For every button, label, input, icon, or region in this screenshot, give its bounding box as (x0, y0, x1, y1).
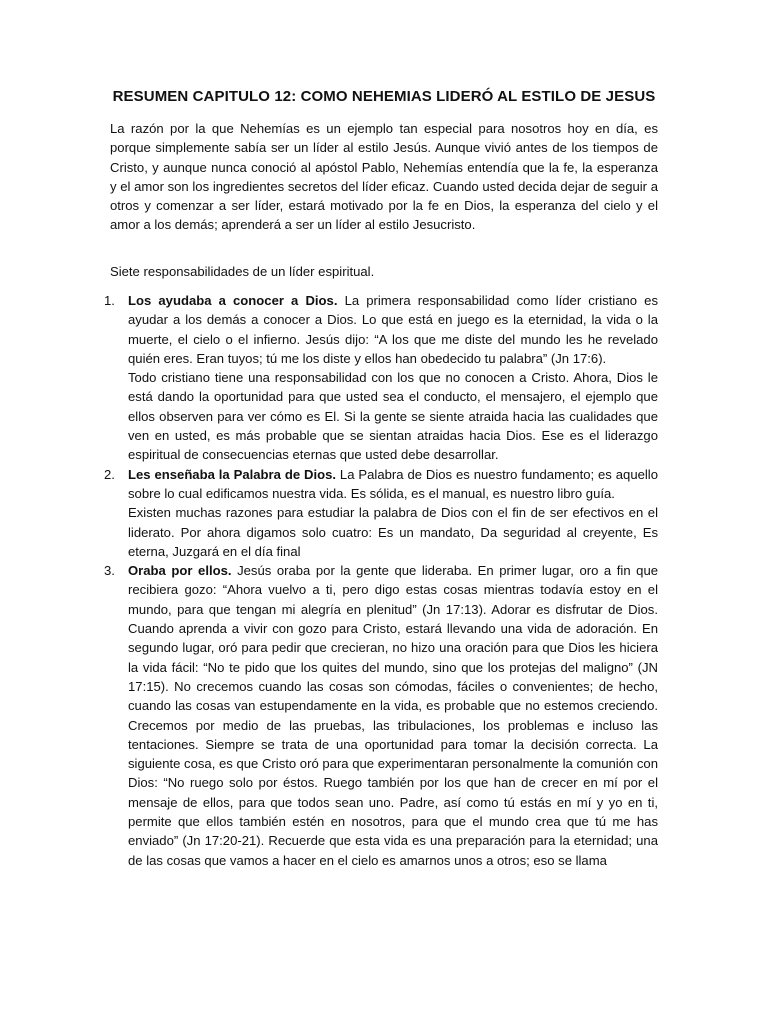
list-number: 1. (104, 293, 115, 308)
list-item-extra: Todo cristiano tiene una responsabilidad con los que no conocen a Cristo. Ahora, Dios le está dando la oportunidad para que usted sea el conducto, el mensajero, el ejemplo que ellos observen para ver cómo es El. Si la gente se siente atraida hacia las cualidades que ven en usted, es más probable que se sientan atraidas hacia Dios. Ese es el liderazgo espiritual de consecuencias eternas que usted debe desarrollar. (128, 370, 658, 463)
list-item-lead: Oraba por ellos. (128, 563, 232, 579)
list-item-paragraph (128, 561, 658, 870)
intro-paragraph: La razón por la que Nehemías es un ejemplo tan especial para nosotros hoy en día, es porque simplemente sabía ser un líder al estilo Jesús. Aunque vivió antes de los tiempos de Cristo, y aunque nunca conoció al apóstol Pablo, Nehemías entendía que la fe, la esperanza y el amor son los ingredientes secretos del líder eficaz. Cuando usted decida dejar de seguir a otros y comenzar a ser líder, estará motivado por la fe en Dios, la esperanza del cielo y el amor a los demás; aprenderá a ser un líder al estilo Jesucristo. (110, 121, 658, 233)
list-number: 2. (104, 466, 115, 482)
list-item-text: Jesús oraba por la gente que lideraba. En primer lugar, oro a fin que recibiera gozo: “Ahora vuelvo a ti, pero digo estas cosas mientras todavía estoy en el mundo, para que tengan mi alegría en plenitud” (Jn 17:13). Adorar es disfrutar de Dios. Cuando aprenda a vivir con gozo para Cristo, estará llevando una vida de adoración. En segundo lugar, oró para pedir que crecieran, no hizo una oración para que Dios les hiciera la vida fácil: “No te pido que los quites del mundo, sino que los protejas del maligno” (JN 17:15). No crecemos cuando las cosas son cómodas, fáciles o convenientes; de hecho, cuando las cosas van estupendamente en la vida, es probable que no estemos creciendo. Crecemos por medio de las pruebas, las tribulaciones, los problemas e incluso las tentaciones. Siempre se trata de una oportunidad para tomar la decisión correcta. La siguiente cosa, es que Cristo oró para que experimentaran personalmente la comunión con Dios: “No ruego solo por éstos. Ruego también por los que han de crecer en mí por el mensaje de ellos, para que todos sean uno. Padre, así como tú estás en mí y yo en ti, permite que ellos también estén en nosotros, para que el mundo crea que tú me has enviado” (Jn 17:20-21). Recuerde que esta vida es una preparación para la eternidad; una de las cosas que vamos a hacer en el cielo es amarnos unos a otros; eso se llama (128, 563, 659, 868)
list-item-body (128, 465, 658, 561)
list-item-body (128, 561, 658, 870)
list-item-text: La primera responsabilidad como líder cristiano es ayudar a los demás a conocer a Dios. Lo que está en juego es la eternidad, la vida o la muerte, el cielo o el infierno. Jesús dijo: “A los que me diste del mundo les he revelado quién eres. Eran tuyos; tú me los diste y ellos han obedecido tu palabra” (Jn 17:6). (128, 293, 658, 366)
list-item-paragraph (128, 465, 658, 504)
responsibilities-list (0, 291, 768, 870)
list-item (0, 291, 768, 465)
list-item-extra: Existen muchas razones para estudiar la palabra de Dios con el fin de ser efectivos en el liderato. Por ahora digamos solo cuatro: Es un mandato, Da seguridad al creyente, Es eterna, Juzgará en el día final (128, 505, 658, 559)
list-item-paragraph (128, 291, 658, 368)
list-item-body (128, 291, 658, 465)
list-item-lead: Los ayudaba a conocer a Dios. (128, 293, 338, 308)
list-item-lead: Les enseñaba la Palabra de Dios. (128, 466, 337, 482)
page-title: RESUMEN CAPITULO 12: COMO NEHEMIAS LIDERÓ AL ESTILO DE JESUS (112, 88, 656, 105)
list-number: 3. (104, 563, 115, 579)
list-item (0, 465, 768, 561)
section-subheading: Siete responsabilidades de un líder espiritual. (110, 264, 375, 279)
list-item (0, 561, 768, 870)
list-item-text: La Palabra de Dios es nuestro fundamento; es aquello sobre lo cual edificamos nuestra vida. Es sólida, es el manual, es nuestro libro guía. (128, 466, 658, 501)
